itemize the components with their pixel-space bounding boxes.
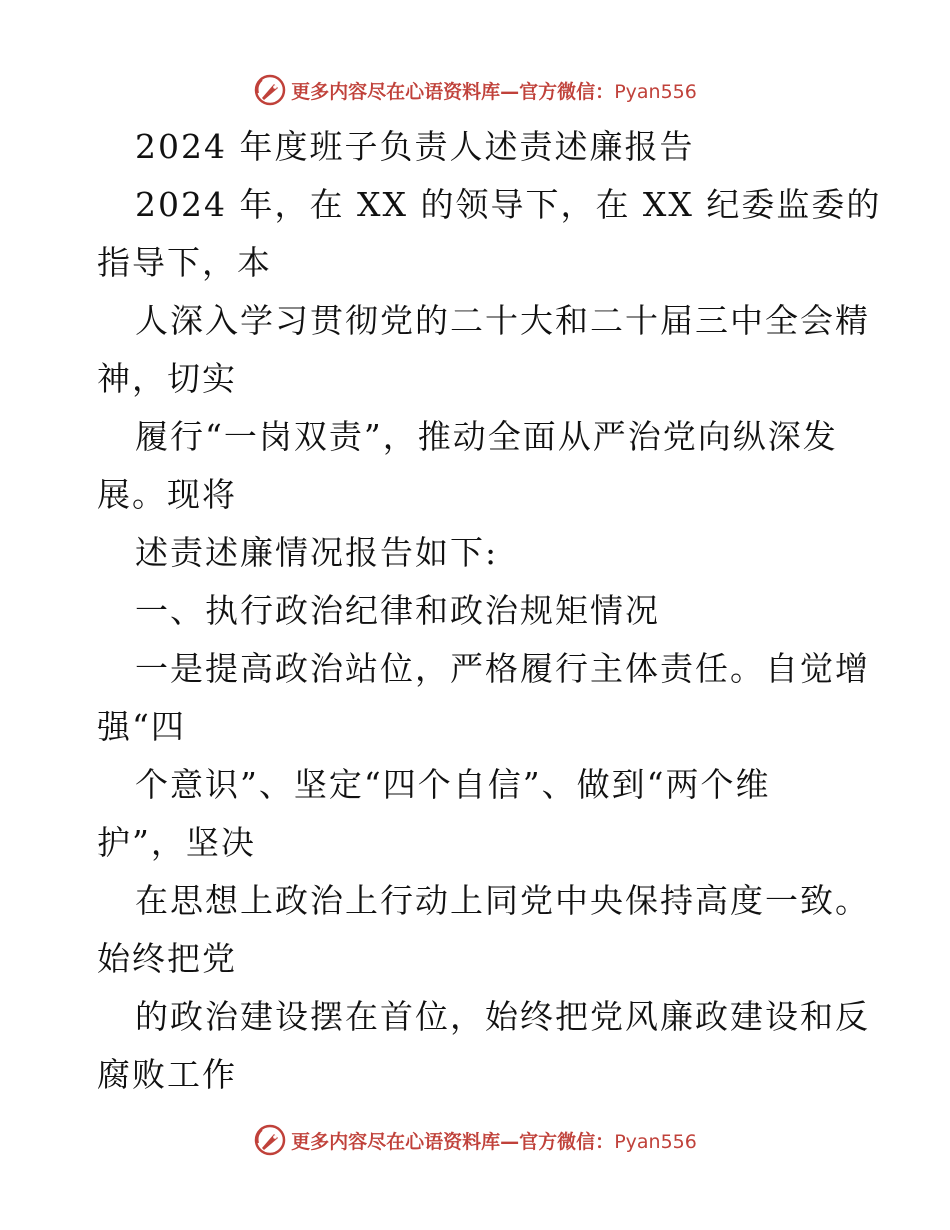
header-banner [0, 70, 950, 110]
header-site-name: 更多内容尽在心语资料库 [291, 80, 501, 103]
pen-nib-logo-icon [253, 73, 287, 107]
paragraph-line: 2024 年，在 XX 的领导下，在 XX 纪委监委的 [135, 185, 882, 224]
header-wechat-id: Pyan556 [614, 80, 697, 103]
paragraph-line: 护”，坚决 [97, 823, 256, 862]
footer-wechat-id: Pyan556 [614, 1130, 697, 1153]
pen-nib-logo-icon [253, 1123, 287, 1157]
footer-site-name: 更多内容尽在心语资料库 [291, 1130, 501, 1153]
footer-banner-text [291, 1127, 697, 1154]
section-heading: 一、执行政治纪律和政治规矩情况 [135, 591, 660, 630]
paragraph-line: 一是提高政治站位，严格履行主体责任。自觉增 [135, 649, 870, 688]
paragraph-line: 神，切实 [97, 359, 237, 398]
paragraph-line: 腐败工作 [97, 1055, 237, 1094]
paragraph-line: 强“四 [97, 707, 186, 746]
footer-wechat-label: 官方微信： [519, 1130, 615, 1153]
paragraph-line: 展。现将 [97, 475, 237, 514]
footer-banner [0, 1120, 950, 1160]
paragraph-line: 始终把党 [97, 939, 237, 978]
header-dash: — [500, 80, 520, 103]
paragraph-line: 述责述廉情况报告如下: [135, 533, 499, 572]
paragraph-line: 指导下，本 [97, 243, 272, 282]
paragraph-line: 人深入学习贯彻党的二十大和二十届三中全会精 [135, 301, 870, 340]
paragraph-line: 的政治建设摆在首位，始终把党风廉政建设和反 [135, 997, 870, 1036]
footer-dash: — [500, 1130, 520, 1153]
header-wechat-label: 官方微信： [519, 80, 615, 103]
paragraph-line: 在思想上政治上行动上同党中央保持高度一致。 [135, 881, 870, 920]
paragraph-line: 个意识”、坚定“四个自信”、做到“两个维 [135, 765, 771, 804]
document-body [97, 118, 882, 1104]
paragraph-line: 履行“一岗双责”，推动全面从严治党向纵深发 [135, 417, 838, 456]
header-banner-text [291, 77, 697, 104]
document-title: 2024 年度班子负责人述责述廉报告 [135, 127, 695, 166]
